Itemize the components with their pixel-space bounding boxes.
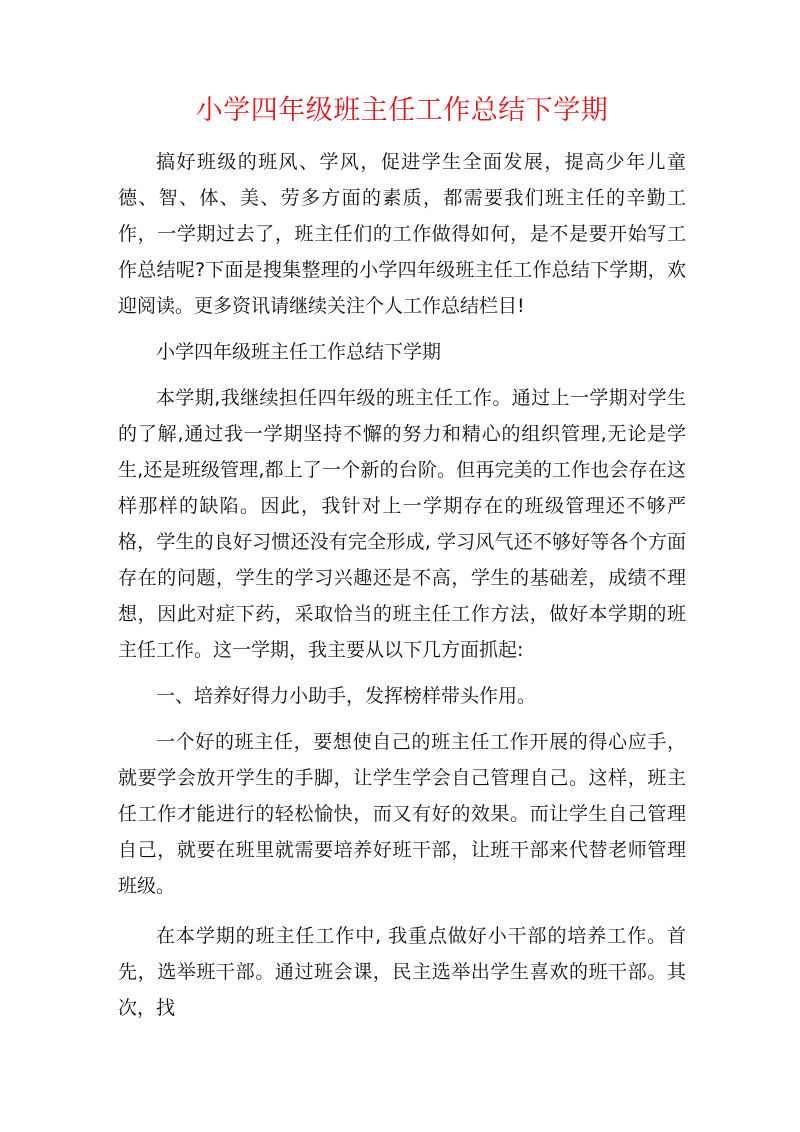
section-heading-1: 一、培养好得力小助手，发挥榜样带头作用。: [156, 685, 537, 707]
body-paragraph-2: 一个好的班主任，要想使自己的班主任工作开展的得心应手，就要学会放开学生的手脚，让学生学会自己管理自己。这样，班主任工作才能进行的轻松愉快，而又有好的效果。而让学生自己管理自己，就要在班里就需要培养好班干部，让班干部来代替老师管理班级。: [118, 731, 686, 897]
body-paragraph-1: 本学期,我继续担任四年级的班主任工作。通过上一学期对学生的了解,通过我一学期坚持不懈的努力和精心的组织管理,无论是学生,还是班级管理,都上了一个新的台阶。但再完美的工作也会存在这样那样的缺陷。因此，我针对上一学期存在的班级管理还不够严格，学生的良好习惯还没有完全形成, 学习风气还不够好等各个方面存在的问题，学生的学习兴趣还是不高，学生的基础差，成绩不理想，因此对症下药，采取恰当的班主任工作方法，做好本学期的班主任工作。这一学期，我主要从以下几方面抓起:: [118, 387, 686, 661]
document-title: 小学四年级班主任工作总结下学期: [195, 95, 609, 126]
subtitle-paragraph: 小学四年级班主任工作总结下学期: [156, 341, 442, 363]
document-page: [118, 88, 686, 1026]
body-paragraph-3: 在本学期的班主任工作中, 我重点做好小干部的培养工作。首先，选举班干部。通过班会课，民主选举出学生喜欢的班干部。其次，找: [118, 925, 686, 1019]
intro-paragraph: 搞好班级的班风、学风，促进学生全面发展，提高少年儿童德、智、体、美、劳多方面的素质，都需要我们班主任的辛勤工作，一学期过去了，班主任们的工作做得如何，是不是要开始写工作总结呢?下面是搜集整理的小学四年级班主任工作总结下学期，欢迎阅读。更多资讯请继续关注个人工作总结栏目!: [118, 151, 686, 317]
